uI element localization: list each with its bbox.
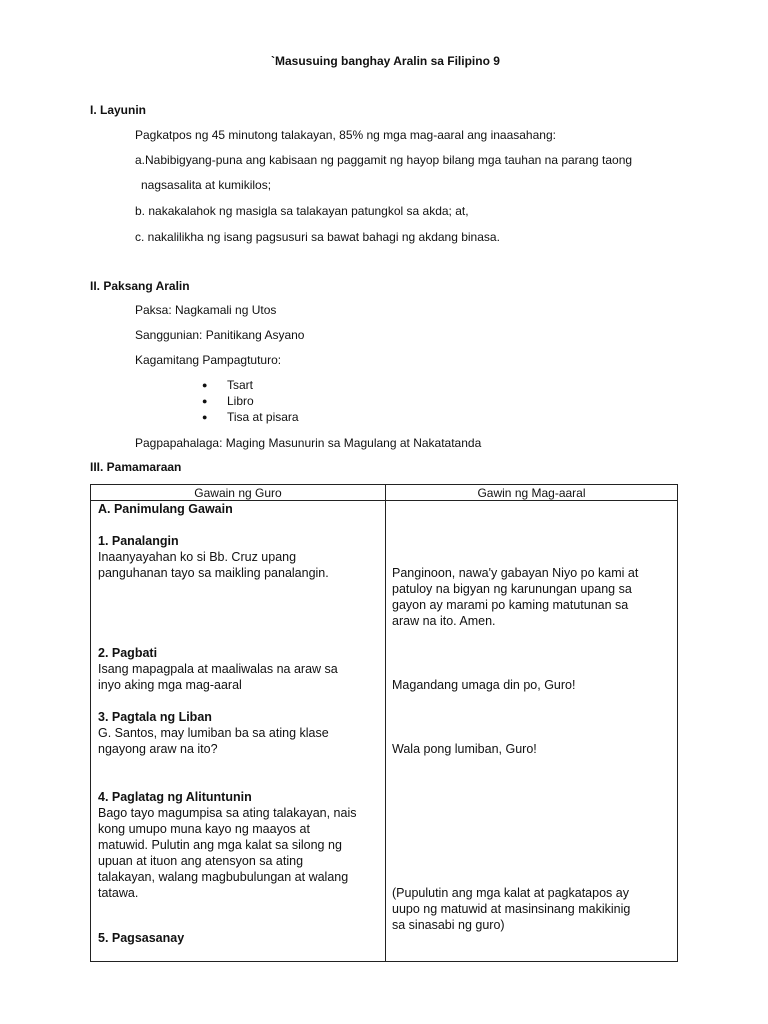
alituntunin-guro-line: talakayan, walang magbubulungan at walang [98,870,349,884]
page-title: `Masusuing banghay Aralin sa Filipino 9 [271,54,500,68]
bullet-icon: ● [202,412,208,422]
bullet-icon: ● [202,380,208,390]
alituntunin-mag-aaral-line: sa sinasabi ng guro) [392,918,505,932]
table-header-row [91,485,678,501]
table-row [91,501,678,962]
alituntunin-guro-line: kong umupo muna kayo ng maayos at [98,822,310,836]
panalangin-mag-aaral-line: Panginoon, nawa'y gabayan Niyo po kami at [392,566,639,580]
layunin-a-line1: a.Nabibigyang-puna ang kabisaan ng paggamit ng hayop bilang mga tauhan na parang taong [135,153,633,167]
panalangin-title: 1. Panalangin [98,534,179,548]
panalangin-mag-aaral-line: araw na ito. Amen. [392,614,496,628]
mag-aaral-cell [386,501,678,962]
pagpapahalaga-text: Pagpapahalaga: Maging Masunurin sa Magulang at Nakatatanda [135,436,482,450]
column-header-mag-aaral: Gawin ng Mag-aaral [386,485,678,501]
alituntunin-guro-line: tatawa. [98,886,139,900]
bullet-icon: ● [202,396,208,406]
panalangin-guro-line: panguhanan tayo sa maikling panalangin. [98,566,329,580]
layunin-intro: Pagkatpos ng 45 minutong talakayan, 85% ng mga mag-aaral ang inaasahang: [135,128,556,142]
kagamitan-item: Tisa at pisara [227,410,299,424]
alituntunin-title: 4. Paglatag ng Alituntunin [98,790,252,804]
kagamitan-item: Libro [227,394,254,408]
pamamaraan-heading: III. Pamamaraan [90,460,182,474]
paksang-aralin-heading: II. Paksang Aralin [90,279,190,293]
alituntunin-guro-line: Bago tayo magumpisa sa ating talakayan, nais [98,806,357,820]
sanggunian-text: Sanggunian: Panitikang Asyano [135,328,305,342]
panalangin-mag-aaral-line: gayon ay marami po kaming matutunan sa [392,598,629,612]
layunin-c: c. nakalilikha ng isang pagsusuri sa bawat bahagi ng akdang binasa. [135,230,500,244]
pagbati-title: 2. Pagbati [98,646,158,660]
pagsasanay-title: 5. Pagsasanay [98,931,185,945]
paksa-text: Paksa: Nagkamali ng Utos [135,303,277,317]
pagbati-guro-line: Isang mapagpala at maaliwalas na araw sa [98,662,338,676]
section-a-title: A. Panimulang Gawain [98,502,233,516]
layunin-a-line2: nagsasalita at kumikilos; [141,178,272,192]
pagbati-guro-line: inyo aking mga mag-aaral [98,678,242,692]
guro-cell [91,501,386,962]
liban-guro-line: ngayong araw na ito? [98,742,218,756]
alituntunin-mag-aaral-line: uupo ng matuwid at masinsinang makikinig [392,902,631,916]
panalangin-guro-line: Inaanyayahan ko si Bb. Cruz upang [98,550,297,564]
alituntunin-guro-line: matuwid. Pulutin ang mga kalat sa silong ng [98,838,342,852]
liban-mag-aaral: Wala pong lumiban, Guro! [392,742,537,756]
panalangin-mag-aaral-line: patuloy na bigyan ng karunungan upang sa [392,582,632,596]
alituntunin-mag-aaral-line: (Pupulutin ang mga kalat at pagkatapos ay [392,886,629,900]
alituntunin-guro-line: upuan at ituon ang atensyon sa ating [98,854,304,868]
kagamitan-label: Kagamitang Pampagtuturo: [135,353,282,367]
layunin-heading: I. Layunin [90,103,147,117]
liban-guro-line: G. Santos, may lumiban ba sa ating klase [98,726,329,740]
pamamaraan-table [90,484,678,962]
column-header-guro: Gawain ng Guro [91,485,386,501]
liban-title: 3. Pagtala ng Liban [98,710,212,724]
kagamitan-item: Tsart [227,378,254,392]
layunin-b: b. nakakalahok ng masigla sa talakayan patungkol sa akda; at, [135,204,469,218]
pagbati-mag-aaral: Magandang umaga din po, Guro! [392,678,576,692]
